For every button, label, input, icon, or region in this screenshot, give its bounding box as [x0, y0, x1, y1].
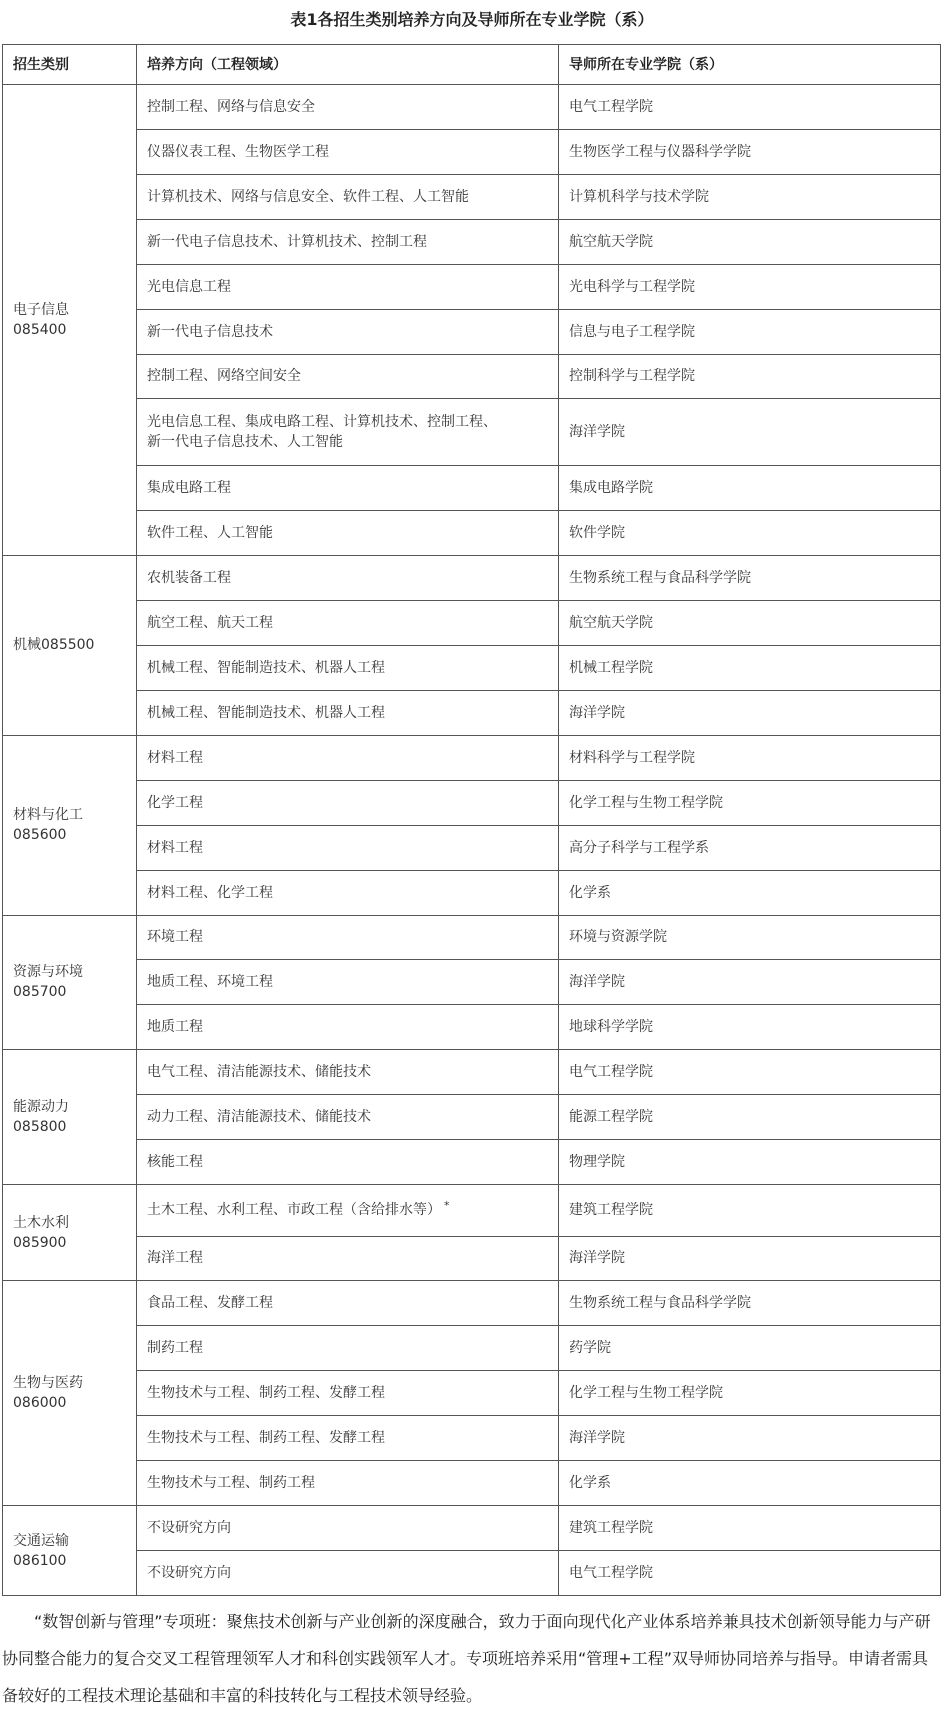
- category-name: 交通运输: [13, 1532, 69, 1549]
- table-row: [3, 1095, 941, 1140]
- table-row: [3, 354, 941, 399]
- college-cell: 计算机科学与技术学院: [559, 174, 941, 219]
- category-cell: [3, 1185, 137, 1281]
- direction-cell: 地质工程、环境工程: [137, 960, 559, 1005]
- table-row: [3, 825, 941, 870]
- college-cell: 建筑工程学院: [559, 1506, 941, 1551]
- direction-cell: 机械工程、智能制造技术、机器人工程: [137, 690, 559, 735]
- college-cell: 电气工程学院: [559, 1550, 941, 1595]
- table-row: [3, 735, 941, 780]
- table-row: [3, 556, 941, 601]
- table-row: [3, 601, 941, 646]
- direction-cell: 化学工程: [137, 780, 559, 825]
- college-cell: 光电科学与工程学院: [559, 264, 941, 309]
- category-name: 资源与环境: [13, 964, 83, 981]
- table-row: [3, 1461, 941, 1506]
- table-row: [3, 129, 941, 174]
- category-cell: [3, 1281, 137, 1506]
- direction-cell: [137, 1185, 559, 1236]
- table-row: [3, 1371, 941, 1416]
- category-code: 085900: [13, 1234, 67, 1251]
- table-row: [3, 1005, 941, 1050]
- enrollment-table: [2, 44, 941, 1596]
- direction-text: 土木工程、水利工程、市政工程（含给排水等）: [147, 1202, 441, 1219]
- direction-cell: 生物技术与工程、制药工程: [137, 1461, 559, 1506]
- category-cell: [3, 1506, 137, 1596]
- direction-cell: 材料工程: [137, 735, 559, 780]
- footnote-mark: *: [444, 1198, 450, 1212]
- college-cell: 化学系: [559, 870, 941, 915]
- college-cell: 海洋学院: [559, 960, 941, 1005]
- category-code: 086000: [13, 1395, 67, 1412]
- table-row: [3, 466, 941, 511]
- footer-paragraph: “数智创新与管理”专项班：聚焦技术创新与产业创新的深度融合，致力于面向现代化产业体系培养兼具技术创新领导能力与产研协同整合能力的复合交叉工程管理领军人才和科创实践领军人才。专项班培养采用“管理+工程”双导师协同培养与指导。申请者需具备较好的工程技术理论基础和丰富的科技转化与工程技术领导经验。: [2, 1612, 931, 1705]
- direction-cell: 电气工程、清洁能源技术、储能技术: [137, 1050, 559, 1095]
- college-cell: 信息与电子工程学院: [559, 309, 941, 354]
- category-name: 土木水利: [13, 1214, 69, 1231]
- category-name: 电子信息: [13, 302, 69, 319]
- direction-cell: 核能工程: [137, 1140, 559, 1185]
- direction-cell: 机械工程、智能制造技术、机器人工程: [137, 645, 559, 690]
- table-row: [3, 1140, 941, 1185]
- table-row: [3, 1506, 941, 1551]
- college-cell: 生物系统工程与食品科学学院: [559, 556, 941, 601]
- direction-cell: 食品工程、发酵工程: [137, 1281, 559, 1326]
- direction-cell: 新一代电子信息技术、计算机技术、控制工程: [137, 219, 559, 264]
- category-cell: [3, 85, 137, 556]
- college-cell: 电气工程学院: [559, 85, 941, 130]
- category-cell: [3, 915, 137, 1050]
- header-category: 招生类别: [3, 45, 137, 85]
- category-code: 085600: [13, 827, 67, 844]
- direction-cell: 农机装备工程: [137, 556, 559, 601]
- college-cell: 控制科学与工程学院: [559, 354, 941, 399]
- direction-cell: 材料工程: [137, 825, 559, 870]
- college-cell: 电气工程学院: [559, 1050, 941, 1095]
- direction-cell: 不设研究方向: [137, 1506, 559, 1551]
- college-cell: 能源工程学院: [559, 1095, 941, 1140]
- college-cell: 药学院: [559, 1326, 941, 1371]
- college-cell: 海洋学院: [559, 1236, 941, 1281]
- direction-cell: 制药工程: [137, 1326, 559, 1371]
- college-cell: 化学工程与生物工程学院: [559, 780, 941, 825]
- college-cell: 海洋学院: [559, 399, 941, 466]
- direction-cell: 仪器仪表工程、生物医学工程: [137, 129, 559, 174]
- table-row: [3, 264, 941, 309]
- direction-cell: 控制工程、网络空间安全: [137, 354, 559, 399]
- table-row: [3, 1236, 941, 1281]
- category-name: 能源动力: [13, 1099, 69, 1116]
- category-cell: [3, 556, 137, 736]
- direction-cell: [137, 399, 559, 466]
- college-cell: 海洋学院: [559, 690, 941, 735]
- direction-cell: 航空工程、航天工程: [137, 601, 559, 646]
- direction-cell: 不设研究方向: [137, 1550, 559, 1595]
- category-name: 机械085500: [13, 637, 95, 654]
- table-row: [3, 399, 941, 466]
- table-row: [3, 1185, 941, 1236]
- college-cell: 材料科学与工程学院: [559, 735, 941, 780]
- header-college: 导师所在专业学院（系）: [559, 45, 941, 85]
- table-row: [3, 219, 941, 264]
- header-direction: 培养方向（工程领域）: [137, 45, 559, 85]
- college-cell: 海洋学院: [559, 1416, 941, 1461]
- college-cell: 生物系统工程与食品科学学院: [559, 1281, 941, 1326]
- table-row: [3, 780, 941, 825]
- college-cell: 机械工程学院: [559, 645, 941, 690]
- college-cell: 化学系: [559, 1461, 941, 1506]
- category-code: 085800: [13, 1119, 67, 1136]
- college-cell: 地球科学学院: [559, 1005, 941, 1050]
- college-cell: 高分子科学与工程学系: [559, 825, 941, 870]
- table-row: [3, 309, 941, 354]
- college-cell: 物理学院: [559, 1140, 941, 1185]
- college-cell: 航空航天学院: [559, 219, 941, 264]
- direction-cell: 地质工程: [137, 1005, 559, 1050]
- college-cell: 建筑工程学院: [559, 1185, 941, 1236]
- category-cell: [3, 1050, 137, 1185]
- direction-cell: 海洋工程: [137, 1236, 559, 1281]
- direction-cell: 软件工程、人工智能: [137, 511, 559, 556]
- direction-cell: 动力工程、清洁能源技术、储能技术: [137, 1095, 559, 1140]
- category-name: 材料与化工: [13, 807, 83, 824]
- direction-cell: 生物技术与工程、制药工程、发酵工程: [137, 1416, 559, 1461]
- direction-cell: 计算机技术、网络与信息安全、软件工程、人工智能: [137, 174, 559, 219]
- table-row: [3, 1050, 941, 1095]
- college-cell: 航空航天学院: [559, 601, 941, 646]
- table-row: [3, 1550, 941, 1595]
- category-name: 生物与医药: [13, 1375, 83, 1392]
- table-row: [3, 174, 941, 219]
- table-row: [3, 1416, 941, 1461]
- table-row: [3, 960, 941, 1005]
- category-code: 086100: [13, 1552, 67, 1569]
- table-row: [3, 511, 941, 556]
- table-row: [3, 1326, 941, 1371]
- college-cell: 生物医学工程与仪器科学学院: [559, 129, 941, 174]
- college-cell: 软件学院: [559, 511, 941, 556]
- category-code: 085400: [13, 322, 67, 339]
- college-cell: 化学工程与生物工程学院: [559, 1371, 941, 1416]
- college-cell: 环境与资源学院: [559, 915, 941, 960]
- category-cell: [3, 735, 137, 915]
- table-row: [3, 1281, 941, 1326]
- table-row: [3, 85, 941, 130]
- table-row: [3, 690, 941, 735]
- college-cell: 集成电路学院: [559, 466, 941, 511]
- table-row: [3, 645, 941, 690]
- direction-cell: 光电信息工程: [137, 264, 559, 309]
- table-title: 表1各招生类别培养方向及导师所在专业学院（系）: [290, 10, 654, 29]
- table-row: [3, 870, 941, 915]
- direction-cell: 新一代电子信息技术: [137, 309, 559, 354]
- table-header-row: [3, 45, 941, 85]
- direction-line-1: 光电信息工程、集成电路工程、计算机技术、控制工程、: [147, 414, 497, 431]
- direction-cell: 控制工程、网络与信息安全: [137, 85, 559, 130]
- direction-cell: 环境工程: [137, 915, 559, 960]
- direction-cell: 材料工程、化学工程: [137, 870, 559, 915]
- direction-cell: 集成电路工程: [137, 466, 559, 511]
- direction-cell: 生物技术与工程、制药工程、发酵工程: [137, 1371, 559, 1416]
- category-code: 085700: [13, 984, 67, 1001]
- table-row: [3, 915, 941, 960]
- direction-line-2: 新一代电子信息技术、人工智能: [147, 434, 343, 451]
